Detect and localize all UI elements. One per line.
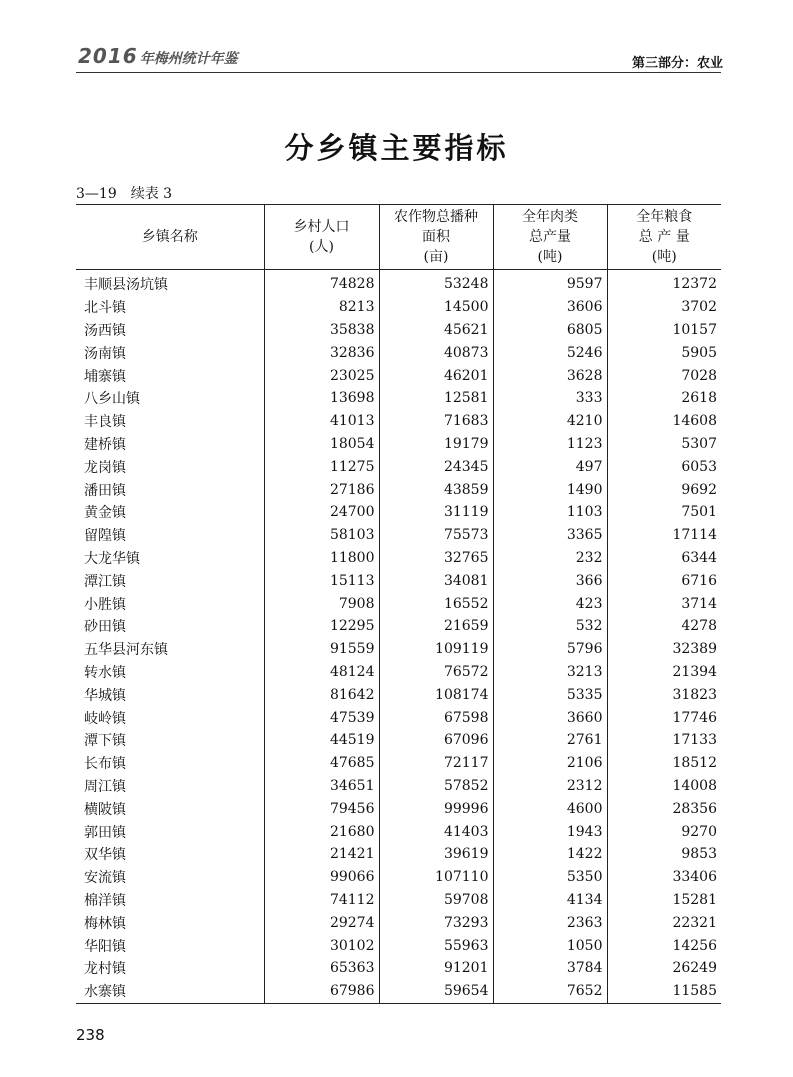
value-cell: 18512 bbox=[607, 752, 721, 775]
table-row bbox=[76, 911, 721, 934]
value-cell: 59654 bbox=[379, 980, 493, 1003]
value-cell: 11275 bbox=[264, 455, 379, 478]
value-cell: 9270 bbox=[607, 820, 721, 843]
value-cell: 11585 bbox=[607, 980, 721, 1003]
value-cell: 2363 bbox=[493, 911, 607, 934]
value-cell: 32836 bbox=[264, 341, 379, 364]
value-cell: 45621 bbox=[379, 319, 493, 342]
value-cell: 5796 bbox=[493, 638, 607, 661]
value-cell: 3628 bbox=[493, 364, 607, 387]
value-cell: 7652 bbox=[493, 980, 607, 1003]
value-cell: 21421 bbox=[264, 843, 379, 866]
township-name-cell: 建桥镇 bbox=[84, 436, 126, 453]
table-row bbox=[76, 797, 721, 820]
table-header-row bbox=[76, 205, 721, 270]
value-cell: 366 bbox=[493, 569, 607, 592]
value-cell: 4134 bbox=[493, 889, 607, 912]
value-cell: 74112 bbox=[264, 889, 379, 912]
column-header-line: (亩) bbox=[423, 249, 449, 265]
value-cell: 12581 bbox=[379, 387, 493, 410]
value-cell: 26249 bbox=[607, 957, 721, 980]
value-cell: 32389 bbox=[607, 638, 721, 661]
value-cell: 67598 bbox=[379, 706, 493, 729]
township-name-cell: 汤南镇 bbox=[84, 345, 126, 362]
township-name-cell: 潭江镇 bbox=[84, 573, 126, 590]
value-cell: 28356 bbox=[607, 797, 721, 820]
table-row bbox=[76, 270, 721, 296]
value-cell: 22321 bbox=[607, 911, 721, 934]
value-cell: 6053 bbox=[607, 455, 721, 478]
value-cell: 76572 bbox=[379, 661, 493, 684]
value-cell: 1103 bbox=[493, 501, 607, 524]
value-cell: 9692 bbox=[607, 478, 721, 501]
value-cell: 44519 bbox=[264, 729, 379, 752]
yearbook-year: 2016 bbox=[78, 44, 138, 68]
value-cell: 5307 bbox=[607, 433, 721, 456]
column-header-3 bbox=[493, 205, 607, 270]
value-cell: 3606 bbox=[493, 296, 607, 319]
table-row bbox=[76, 889, 721, 912]
table-row bbox=[76, 341, 721, 364]
township-name-cell: 安流镇 bbox=[84, 870, 126, 887]
column-header-line: 全年肉类 bbox=[522, 209, 578, 225]
township-name-cell: 龙村镇 bbox=[84, 961, 126, 978]
table-row bbox=[76, 729, 721, 752]
value-cell: 3213 bbox=[493, 661, 607, 684]
township-name-cell: 转水镇 bbox=[84, 664, 126, 681]
value-cell: 15281 bbox=[607, 889, 721, 912]
value-cell: 59708 bbox=[379, 889, 493, 912]
value-cell: 14608 bbox=[607, 410, 721, 433]
column-header-line: (人) bbox=[309, 239, 334, 255]
value-cell: 423 bbox=[493, 592, 607, 615]
page-header bbox=[0, 0, 793, 78]
value-cell: 7501 bbox=[607, 501, 721, 524]
table-row bbox=[76, 980, 721, 1003]
page-number: 238 bbox=[76, 1026, 105, 1044]
value-cell: 40873 bbox=[379, 341, 493, 364]
value-cell: 11800 bbox=[264, 547, 379, 570]
column-header-2 bbox=[379, 205, 493, 270]
column-header-0 bbox=[76, 205, 264, 270]
table-row bbox=[76, 524, 721, 547]
value-cell: 1943 bbox=[493, 820, 607, 843]
value-cell: 16552 bbox=[379, 592, 493, 615]
township-name-cell: 双华镇 bbox=[84, 847, 126, 864]
value-cell: 3714 bbox=[607, 592, 721, 615]
township-name-cell: 郭田镇 bbox=[84, 824, 126, 841]
township-name-cell: 五华县河东镇 bbox=[84, 642, 168, 659]
value-cell: 17133 bbox=[607, 729, 721, 752]
table-row bbox=[76, 410, 721, 433]
value-cell: 24345 bbox=[379, 455, 493, 478]
value-cell: 13698 bbox=[264, 387, 379, 410]
township-name-cell: 龙岗镇 bbox=[84, 459, 126, 476]
value-cell: 5350 bbox=[493, 866, 607, 889]
township-name-cell: 棉洋镇 bbox=[84, 892, 126, 909]
value-cell: 7908 bbox=[264, 592, 379, 615]
table-row bbox=[76, 478, 721, 501]
table-row bbox=[76, 957, 721, 980]
column-header-line: 总 产 量 bbox=[638, 229, 690, 245]
value-cell: 6805 bbox=[493, 319, 607, 342]
value-cell: 65363 bbox=[264, 957, 379, 980]
value-cell: 21394 bbox=[607, 661, 721, 684]
value-cell: 8213 bbox=[264, 296, 379, 319]
value-cell: 107110 bbox=[379, 866, 493, 889]
section-label: 第三部分：农业 bbox=[632, 56, 724, 71]
township-name-cell: 砂田镇 bbox=[84, 619, 126, 636]
value-cell: 2312 bbox=[493, 775, 607, 798]
value-cell: 3702 bbox=[607, 296, 721, 319]
value-cell: 1422 bbox=[493, 843, 607, 866]
column-header-line: 农作物总播种 bbox=[394, 209, 478, 225]
value-cell: 24700 bbox=[264, 501, 379, 524]
value-cell: 3784 bbox=[493, 957, 607, 980]
value-cell: 47539 bbox=[264, 706, 379, 729]
table-row bbox=[76, 661, 721, 684]
column-header-line: 总产量 bbox=[529, 229, 571, 245]
table-row bbox=[76, 683, 721, 706]
value-cell: 3365 bbox=[493, 524, 607, 547]
township-name-cell: 汤西镇 bbox=[84, 322, 126, 339]
value-cell: 48124 bbox=[264, 661, 379, 684]
yearbook-subtitle: 年梅州统计年鉴 bbox=[139, 51, 238, 67]
township-name-cell: 长布镇 bbox=[84, 756, 126, 773]
table-row bbox=[76, 364, 721, 387]
value-cell: 79456 bbox=[264, 797, 379, 820]
value-cell: 39619 bbox=[379, 843, 493, 866]
table-row bbox=[76, 592, 721, 615]
value-cell: 17114 bbox=[607, 524, 721, 547]
table-row bbox=[76, 934, 721, 957]
township-name-cell: 横陂镇 bbox=[84, 801, 126, 818]
value-cell: 17746 bbox=[607, 706, 721, 729]
value-cell: 67986 bbox=[264, 980, 379, 1003]
value-cell: 30102 bbox=[264, 934, 379, 957]
value-cell: 232 bbox=[493, 547, 607, 570]
table-row bbox=[76, 569, 721, 592]
column-header-1 bbox=[264, 205, 379, 270]
value-cell: 1123 bbox=[493, 433, 607, 456]
value-cell: 27186 bbox=[264, 478, 379, 501]
value-cell: 14256 bbox=[607, 934, 721, 957]
table-row bbox=[76, 319, 721, 342]
value-cell: 71683 bbox=[379, 410, 493, 433]
value-cell: 67096 bbox=[379, 729, 493, 752]
table-header bbox=[76, 205, 721, 270]
value-cell: 81642 bbox=[264, 683, 379, 706]
value-cell: 12372 bbox=[607, 270, 721, 296]
township-name-cell: 八乡山镇 bbox=[84, 391, 140, 408]
township-name-cell: 周江镇 bbox=[84, 778, 126, 795]
township-name-cell: 潘田镇 bbox=[84, 482, 126, 499]
township-name-cell: 黄金镇 bbox=[84, 505, 126, 522]
table-row bbox=[76, 433, 721, 456]
township-name-cell: 岐岭镇 bbox=[84, 710, 126, 727]
value-cell: 73293 bbox=[379, 911, 493, 934]
value-cell: 2106 bbox=[493, 752, 607, 775]
value-cell: 46201 bbox=[379, 364, 493, 387]
value-cell: 108174 bbox=[379, 683, 493, 706]
township-name-cell: 水寨镇 bbox=[76, 980, 264, 1003]
value-cell: 31119 bbox=[379, 501, 493, 524]
value-cell: 3660 bbox=[493, 706, 607, 729]
value-cell: 5905 bbox=[607, 341, 721, 364]
table-row bbox=[76, 706, 721, 729]
value-cell: 5246 bbox=[493, 341, 607, 364]
township-name-cell: 丰良镇 bbox=[84, 414, 126, 431]
table-row bbox=[76, 296, 721, 319]
value-cell: 32765 bbox=[379, 547, 493, 570]
township-name-cell: 潭下镇 bbox=[84, 733, 126, 750]
value-cell: 2618 bbox=[607, 387, 721, 410]
value-cell: 47685 bbox=[264, 752, 379, 775]
value-cell: 19179 bbox=[379, 433, 493, 456]
value-cell: 29274 bbox=[264, 911, 379, 934]
value-cell: 18054 bbox=[264, 433, 379, 456]
value-cell: 6716 bbox=[607, 569, 721, 592]
table-row bbox=[76, 638, 721, 661]
table-row bbox=[76, 455, 721, 478]
column-header-line: 全年粮食 bbox=[636, 209, 693, 225]
column-header-line: 面积 bbox=[422, 229, 450, 245]
township-name-cell: 埔寨镇 bbox=[84, 368, 126, 385]
value-cell: 5335 bbox=[493, 683, 607, 706]
township-name-cell: 北斗镇 bbox=[84, 300, 126, 317]
value-cell: 10157 bbox=[607, 319, 721, 342]
table-row bbox=[76, 866, 721, 889]
table-row bbox=[76, 387, 721, 410]
township-name-cell: 留隍镇 bbox=[84, 528, 126, 545]
value-cell: 53248 bbox=[379, 270, 493, 296]
value-cell: 14500 bbox=[379, 296, 493, 319]
value-cell: 58103 bbox=[264, 524, 379, 547]
value-cell: 4600 bbox=[493, 797, 607, 820]
value-cell: 1490 bbox=[493, 478, 607, 501]
table-row bbox=[76, 843, 721, 866]
value-cell: 57852 bbox=[379, 775, 493, 798]
column-header-line: (吨) bbox=[651, 249, 677, 265]
column-header-line: 乡村人口 bbox=[293, 219, 350, 235]
value-cell: 43859 bbox=[379, 478, 493, 501]
value-cell: 9853 bbox=[607, 843, 721, 866]
township-indicators-table bbox=[76, 204, 721, 1004]
value-cell: 41013 bbox=[264, 410, 379, 433]
table-row bbox=[76, 547, 721, 570]
table-reference: 3—19 续表 3 bbox=[76, 186, 173, 202]
table-row bbox=[76, 615, 721, 638]
value-cell: 1050 bbox=[493, 934, 607, 957]
value-cell: 91201 bbox=[379, 957, 493, 980]
value-cell: 109119 bbox=[379, 638, 493, 661]
column-header-line: (吨) bbox=[537, 249, 563, 265]
value-cell: 15113 bbox=[264, 569, 379, 592]
table-row bbox=[76, 501, 721, 524]
township-name-cell: 华城镇 bbox=[84, 687, 126, 704]
value-cell: 12295 bbox=[264, 615, 379, 638]
value-cell: 497 bbox=[493, 455, 607, 478]
value-cell: 31823 bbox=[607, 683, 721, 706]
value-cell: 9597 bbox=[493, 270, 607, 296]
column-header-4 bbox=[607, 205, 721, 270]
header-rule bbox=[76, 72, 721, 73]
value-cell: 72117 bbox=[379, 752, 493, 775]
value-cell: 14008 bbox=[607, 775, 721, 798]
township-name-cell: 梅林镇 bbox=[84, 915, 126, 932]
column-header-line: 乡镇名称 bbox=[141, 229, 198, 245]
value-cell: 33406 bbox=[607, 866, 721, 889]
township-name-cell: 小胜镇 bbox=[84, 596, 126, 613]
value-cell: 34081 bbox=[379, 569, 493, 592]
value-cell: 91559 bbox=[264, 638, 379, 661]
value-cell: 75573 bbox=[379, 524, 493, 547]
value-cell: 532 bbox=[493, 615, 607, 638]
value-cell: 55963 bbox=[379, 934, 493, 957]
table-row bbox=[76, 820, 721, 843]
table-row bbox=[76, 775, 721, 798]
township-name-cell: 大龙华镇 bbox=[84, 550, 140, 567]
value-cell: 35838 bbox=[264, 319, 379, 342]
township-name-cell: 丰顺县汤坑镇 bbox=[84, 277, 168, 294]
value-cell: 333 bbox=[493, 387, 607, 410]
value-cell: 41403 bbox=[379, 820, 493, 843]
value-cell: 2761 bbox=[493, 729, 607, 752]
value-cell: 34651 bbox=[264, 775, 379, 798]
value-cell: 23025 bbox=[264, 364, 379, 387]
page-title: 分乡镇主要指标 bbox=[284, 131, 509, 165]
value-cell: 4278 bbox=[607, 615, 721, 638]
value-cell: 4210 bbox=[493, 410, 607, 433]
table-body bbox=[76, 270, 721, 1004]
value-cell: 6344 bbox=[607, 547, 721, 570]
value-cell: 99996 bbox=[379, 797, 493, 820]
value-cell: 99066 bbox=[264, 866, 379, 889]
value-cell: 21659 bbox=[379, 615, 493, 638]
value-cell: 7028 bbox=[607, 364, 721, 387]
yearbook-title bbox=[78, 44, 238, 68]
value-cell: 21680 bbox=[264, 820, 379, 843]
table-row bbox=[76, 752, 721, 775]
township-name-cell: 华阳镇 bbox=[84, 938, 126, 955]
value-cell: 74828 bbox=[264, 270, 379, 296]
